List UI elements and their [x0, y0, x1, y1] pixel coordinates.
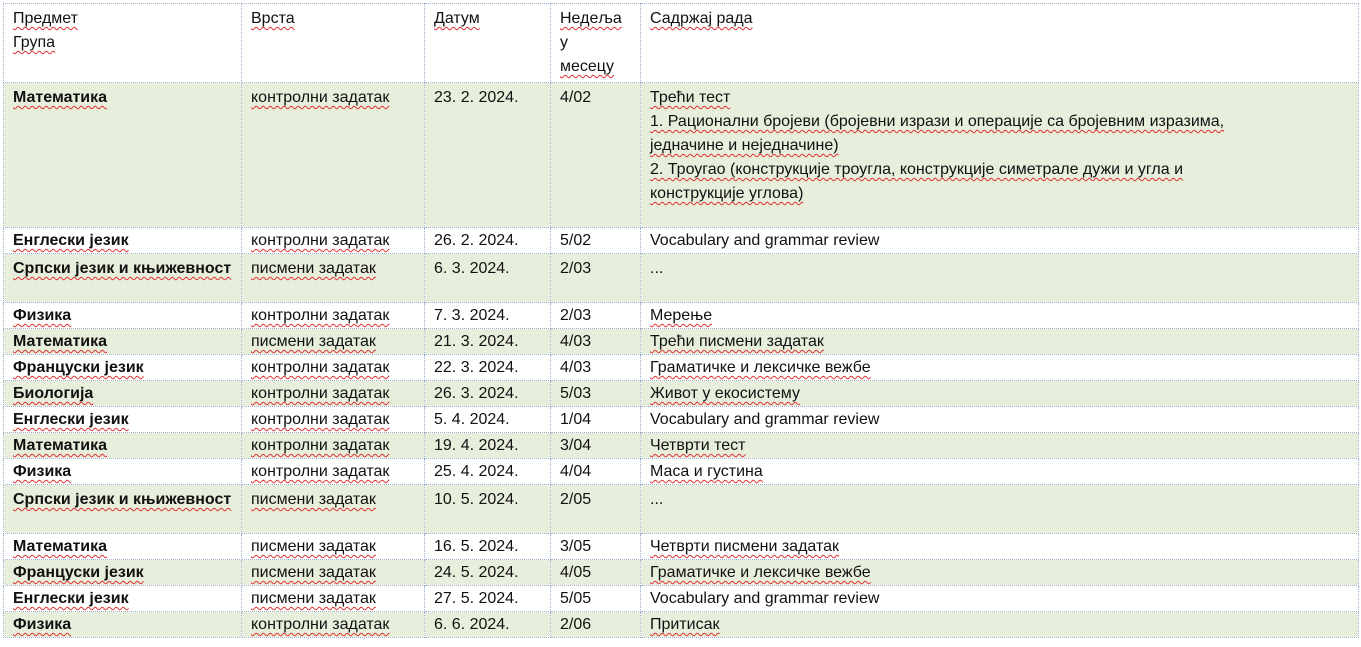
- cell-subject-text: Математика: [13, 437, 108, 454]
- cell-date-text: 24. 5. 2024.: [434, 564, 519, 581]
- content-line: Vocabulary and grammar review: [650, 232, 880, 249]
- cell-content: [641, 381, 1359, 407]
- header-row: [4, 4, 1359, 83]
- cell-subject: [4, 586, 242, 612]
- cell-subject: [4, 407, 242, 433]
- cell-week-text: 2/06: [560, 616, 592, 633]
- cell-content: [641, 433, 1359, 459]
- header-week: [551, 4, 641, 83]
- cell-subject: [4, 612, 242, 638]
- header-week-line3: месецу: [560, 58, 614, 75]
- cell-type-text: контролни задатак: [251, 307, 390, 324]
- cell-date: [425, 433, 551, 459]
- cell-type-text: контролни задатак: [251, 232, 390, 249]
- cell-date-text: 10. 5. 2024.: [434, 491, 519, 508]
- cell-content: [641, 534, 1359, 560]
- cell-content: [641, 459, 1359, 485]
- table-row: [4, 586, 1359, 612]
- content-line: конструкције углова): [650, 185, 804, 202]
- cell-date-text: 21. 3. 2024.: [434, 333, 519, 350]
- cell-subject-text: Француски језик: [13, 359, 144, 376]
- cell-date-text: 6. 6. 2024.: [434, 616, 510, 633]
- table-row: [4, 433, 1359, 459]
- cell-type-text: контролни задатак: [251, 411, 390, 428]
- cell-date-text: 16. 5. 2024.: [434, 538, 519, 555]
- cell-week: [551, 586, 641, 612]
- cell-week: [551, 459, 641, 485]
- header-content: [641, 4, 1359, 83]
- cell-content: [641, 355, 1359, 381]
- cell-content: [641, 228, 1359, 254]
- cell-subject: [4, 254, 242, 303]
- cell-date-text: 22. 3. 2024.: [434, 359, 519, 376]
- content-line: Четврти писмени задатак: [650, 538, 839, 555]
- cell-type-text: контролни задатак: [251, 616, 390, 633]
- header-subject: [4, 4, 242, 83]
- table-row: [4, 459, 1359, 485]
- cell-subject-text: Математика: [13, 538, 108, 555]
- cell-subject-text: Физика: [13, 307, 72, 324]
- table-body: [4, 83, 1359, 638]
- table-row: [4, 534, 1359, 560]
- cell-type-text: писмени задатак: [251, 491, 376, 508]
- table-row: [4, 612, 1359, 638]
- cell-week-text: 1/04: [560, 411, 592, 428]
- cell-type-text: писмени задатак: [251, 333, 376, 350]
- cell-subject: [4, 303, 242, 329]
- cell-subject-text: Енглески језик: [13, 232, 129, 249]
- cell-date-text: 19. 4. 2024.: [434, 437, 519, 454]
- cell-subject: [4, 485, 242, 534]
- cell-type: [242, 586, 425, 612]
- cell-week-text: 2/03: [560, 260, 592, 277]
- cell-type: [242, 433, 425, 459]
- cell-date: [425, 355, 551, 381]
- cell-week-text: 3/05: [560, 538, 592, 555]
- cell-content: [641, 83, 1359, 228]
- cell-type: [242, 303, 425, 329]
- cell-type-text: контролни задатак: [251, 437, 390, 454]
- table-row: [4, 355, 1359, 381]
- cell-subject-text: Енглески језик: [13, 411, 129, 428]
- cell-date: [425, 560, 551, 586]
- cell-date: [425, 485, 551, 534]
- header-subject-line2: Група: [13, 34, 56, 51]
- cell-subject-text: Физика: [13, 616, 72, 633]
- content-line: 2. Троугао (конструкције троугла, конструкције симетрале дужи и угла и: [650, 161, 1184, 178]
- table-row: [4, 83, 1359, 228]
- cell-date: [425, 329, 551, 355]
- cell-week: [551, 534, 641, 560]
- cell-type: [242, 228, 425, 254]
- table-row: [4, 381, 1359, 407]
- content-line: Живот у екосистему: [650, 385, 800, 402]
- cell-type: [242, 459, 425, 485]
- content-line: Трећи тест: [650, 89, 731, 106]
- cell-date: [425, 254, 551, 303]
- cell-date-text: 6. 3. 2024.: [434, 260, 510, 277]
- cell-week-text: 5/03: [560, 385, 592, 402]
- cell-type: [242, 381, 425, 407]
- cell-week-text: 4/03: [560, 333, 592, 350]
- table-row: [4, 228, 1359, 254]
- content-line: Граматичке и лексичке вежбе: [650, 564, 871, 581]
- cell-type: [242, 254, 425, 303]
- cell-subject-text: Математика: [13, 333, 108, 350]
- cell-week-text: 4/02: [560, 89, 592, 106]
- header-week-line1: Недеља: [560, 10, 622, 27]
- cell-date: [425, 534, 551, 560]
- content-line: Граматичке и лексичке вежбе: [650, 359, 871, 376]
- cell-subject-text: Српски језик и књижевност: [13, 260, 232, 277]
- cell-type: [242, 83, 425, 228]
- content-line: Притисак: [650, 616, 720, 633]
- cell-type-text: писмени задатак: [251, 538, 376, 555]
- cell-type: [242, 534, 425, 560]
- cell-week: [551, 560, 641, 586]
- cell-type: [242, 407, 425, 433]
- cell-date-text: 26. 3. 2024.: [434, 385, 519, 402]
- cell-type-text: писмени задатак: [251, 260, 376, 277]
- cell-content: [641, 303, 1359, 329]
- cell-week-text: 4/05: [560, 564, 592, 581]
- cell-type-text: контролни задатак: [251, 385, 390, 402]
- header-type-label: Врста: [251, 10, 295, 27]
- cell-week: [551, 355, 641, 381]
- cell-subject: [4, 83, 242, 228]
- cell-week: [551, 612, 641, 638]
- cell-subject: [4, 329, 242, 355]
- cell-date-text: 5. 4. 2024.: [434, 411, 510, 428]
- cell-subject: [4, 459, 242, 485]
- cell-date-text: 23. 2. 2024.: [434, 89, 519, 106]
- cell-week-text: 2/05: [560, 491, 592, 508]
- header-date-label: Датум: [434, 10, 480, 27]
- content-line: Четврти тест: [650, 437, 746, 454]
- cell-content: [641, 329, 1359, 355]
- cell-type: [242, 612, 425, 638]
- content-line: 1. Рационални бројеви (бројевни изрази и операције са бројевним изразима,: [650, 113, 1225, 130]
- cell-week: [551, 433, 641, 459]
- cell-week-text: 3/04: [560, 437, 592, 454]
- cell-date: [425, 612, 551, 638]
- cell-subject-text: Математика: [13, 89, 108, 106]
- cell-type-text: писмени задатак: [251, 590, 376, 607]
- cell-date-text: 25. 4. 2024.: [434, 463, 519, 480]
- cell-subject: [4, 355, 242, 381]
- cell-subject-text: Српски језик и књижевност: [13, 491, 232, 508]
- cell-date: [425, 407, 551, 433]
- cell-type: [242, 355, 425, 381]
- cell-date-text: 7. 3. 2024.: [434, 307, 510, 324]
- cell-subject: [4, 228, 242, 254]
- content-line: ...: [650, 260, 664, 277]
- cell-content: [641, 560, 1359, 586]
- content-line: ...: [650, 491, 664, 508]
- table-row: [4, 485, 1359, 534]
- cell-content: [641, 586, 1359, 612]
- cell-type-text: контролни задатак: [251, 89, 390, 106]
- content-line: једначине и неједначине): [650, 137, 839, 154]
- header-subject-line1: Предмет: [13, 10, 78, 27]
- cell-week-text: 2/03: [560, 307, 592, 324]
- header-content-label: Садржај рада: [650, 10, 753, 27]
- cell-week-text: 4/04: [560, 463, 592, 480]
- cell-date-text: 27. 5. 2024.: [434, 590, 519, 607]
- cell-date: [425, 303, 551, 329]
- table-row: [4, 303, 1359, 329]
- cell-week: [551, 329, 641, 355]
- cell-week: [551, 83, 641, 228]
- cell-week: [551, 485, 641, 534]
- cell-date: [425, 228, 551, 254]
- cell-subject: [4, 381, 242, 407]
- cell-content: [641, 612, 1359, 638]
- cell-type: [242, 329, 425, 355]
- cell-content: [641, 254, 1359, 303]
- cell-type-text: контролни задатак: [251, 359, 390, 376]
- cell-subject: [4, 534, 242, 560]
- table-row: [4, 407, 1359, 433]
- header-week-line2: у: [560, 34, 568, 51]
- cell-type-text: писмени задатак: [251, 564, 376, 581]
- cell-date: [425, 83, 551, 228]
- cell-week-text: 4/03: [560, 359, 592, 376]
- cell-subject-text: Француски језик: [13, 564, 144, 581]
- cell-week: [551, 407, 641, 433]
- cell-subject-text: Физика: [13, 463, 72, 480]
- cell-week: [551, 254, 641, 303]
- cell-date: [425, 459, 551, 485]
- table-row: [4, 329, 1359, 355]
- content-line: Трећи писмени задатак: [650, 333, 824, 350]
- cell-week: [551, 228, 641, 254]
- table-row: [4, 254, 1359, 303]
- content-line: Vocabulary and grammar review: [650, 411, 880, 428]
- cell-date: [425, 586, 551, 612]
- cell-week-text: 5/05: [560, 590, 592, 607]
- cell-content: [641, 485, 1359, 534]
- cell-type: [242, 485, 425, 534]
- table-row: [4, 560, 1359, 586]
- cell-subject-text: Енглески језик: [13, 590, 129, 607]
- cell-week-text: 5/02: [560, 232, 592, 249]
- cell-subject: [4, 433, 242, 459]
- content-line: Маса и густина: [650, 463, 763, 480]
- content-line: Vocabulary and grammar review: [650, 590, 880, 607]
- cell-week: [551, 381, 641, 407]
- cell-type-text: контролни задатак: [251, 463, 390, 480]
- content-line: Мерење: [650, 307, 713, 324]
- schedule-table: [3, 3, 1359, 638]
- header-date: [425, 4, 551, 83]
- cell-date-text: 26. 2. 2024.: [434, 232, 519, 249]
- cell-week: [551, 303, 641, 329]
- cell-content: [641, 407, 1359, 433]
- header-type: [242, 4, 425, 83]
- cell-subject: [4, 560, 242, 586]
- cell-type: [242, 560, 425, 586]
- cell-subject-text: Биологија: [13, 385, 94, 402]
- cell-date: [425, 381, 551, 407]
